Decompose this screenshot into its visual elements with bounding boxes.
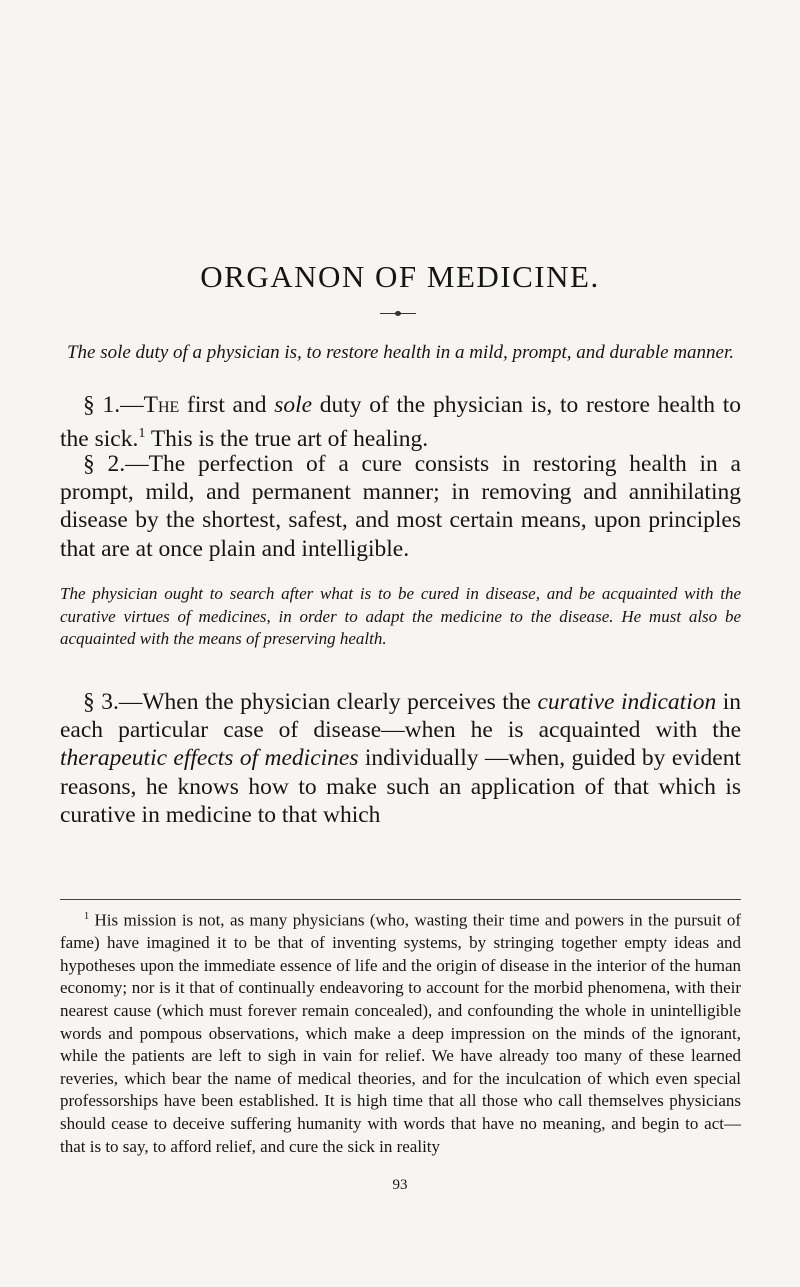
footnote-divider xyxy=(60,899,741,900)
section-1-number: § 1.— xyxy=(83,392,144,418)
section-1-text-c: This is the true art of healing. xyxy=(145,426,429,453)
therapeutic-effects: therapeutic effects of medicines xyxy=(60,745,359,772)
footnote-ref: 1 xyxy=(138,425,146,442)
section-2: § 2.—The perfection of a cure consists in restoring health in a prompt, mild, and permanent manner; in removing and annihilating disease by the shortest, safest, and most certain means, upon principles that are at once plain and intelligible. xyxy=(60,451,741,562)
ornamental-rule xyxy=(380,313,416,314)
italic-heading: The sole duty of a physician is, to restore health in a mild, prompt, and durable manner. xyxy=(66,342,735,363)
section-3-text-c: individually —when, guided by evident reasons, he knows how to make such an application of that which is curative in medicine to that which xyxy=(60,745,741,828)
italic-note: The physician ought to search after what is to be cured in disease, and be acquainted with the curative virtues of medicines, in order to adapt the medicine to the disease. He must also be acquainted with the means of preserving health. xyxy=(60,584,741,648)
footnote-marker: 1 xyxy=(84,911,90,922)
section-1-text-a: first and xyxy=(179,392,275,418)
curative-indication: curative indication xyxy=(537,689,717,715)
footnote-text: His mission is not, as many physicians (who, wasting their time and powers in the pursuit of fame) have imagined it to be that of inventing systems, by stringing together empty ideas and hypotheses upon the immediate essence of life and the origin of disease in the interior of the human economy; nor is it that of continually endeavoring to account for the morbid phenomena, with their nearest cause (which must forever remain concealed), and confounding the whole in unintelligible words and pompous observations, which make a deep impression on the minds of the ignorant, while the patients are left to sigh in vain for relief. We have already too many of these learned reveries, which bear the name of medical theories, and for the inculcation of which even special professorships have been established. It is high time that all those who call themselves physicians should cease to deceive suffering humanity with words that have no meaning, and begin to act—that is to say, to afford relief, and cure the sick in reality xyxy=(60,910,741,1156)
section-1-text-b: duty of the physician is, to restore health to the sick. xyxy=(60,392,741,453)
section-3 xyxy=(60,688,741,829)
section-1-first-word: The xyxy=(143,392,180,418)
page-number: 93 xyxy=(392,1177,408,1193)
footnote xyxy=(60,906,741,1158)
section-1-sole: sole xyxy=(274,392,313,418)
page-title: ORGANON OF MEDICINE. xyxy=(200,259,600,294)
section-3-text-b: in each particular case of disease—when he is acquainted with the xyxy=(60,689,742,744)
section-1 xyxy=(60,391,741,453)
section-3-text-a: § 3.—When the physician clearly perceives the xyxy=(83,689,538,715)
